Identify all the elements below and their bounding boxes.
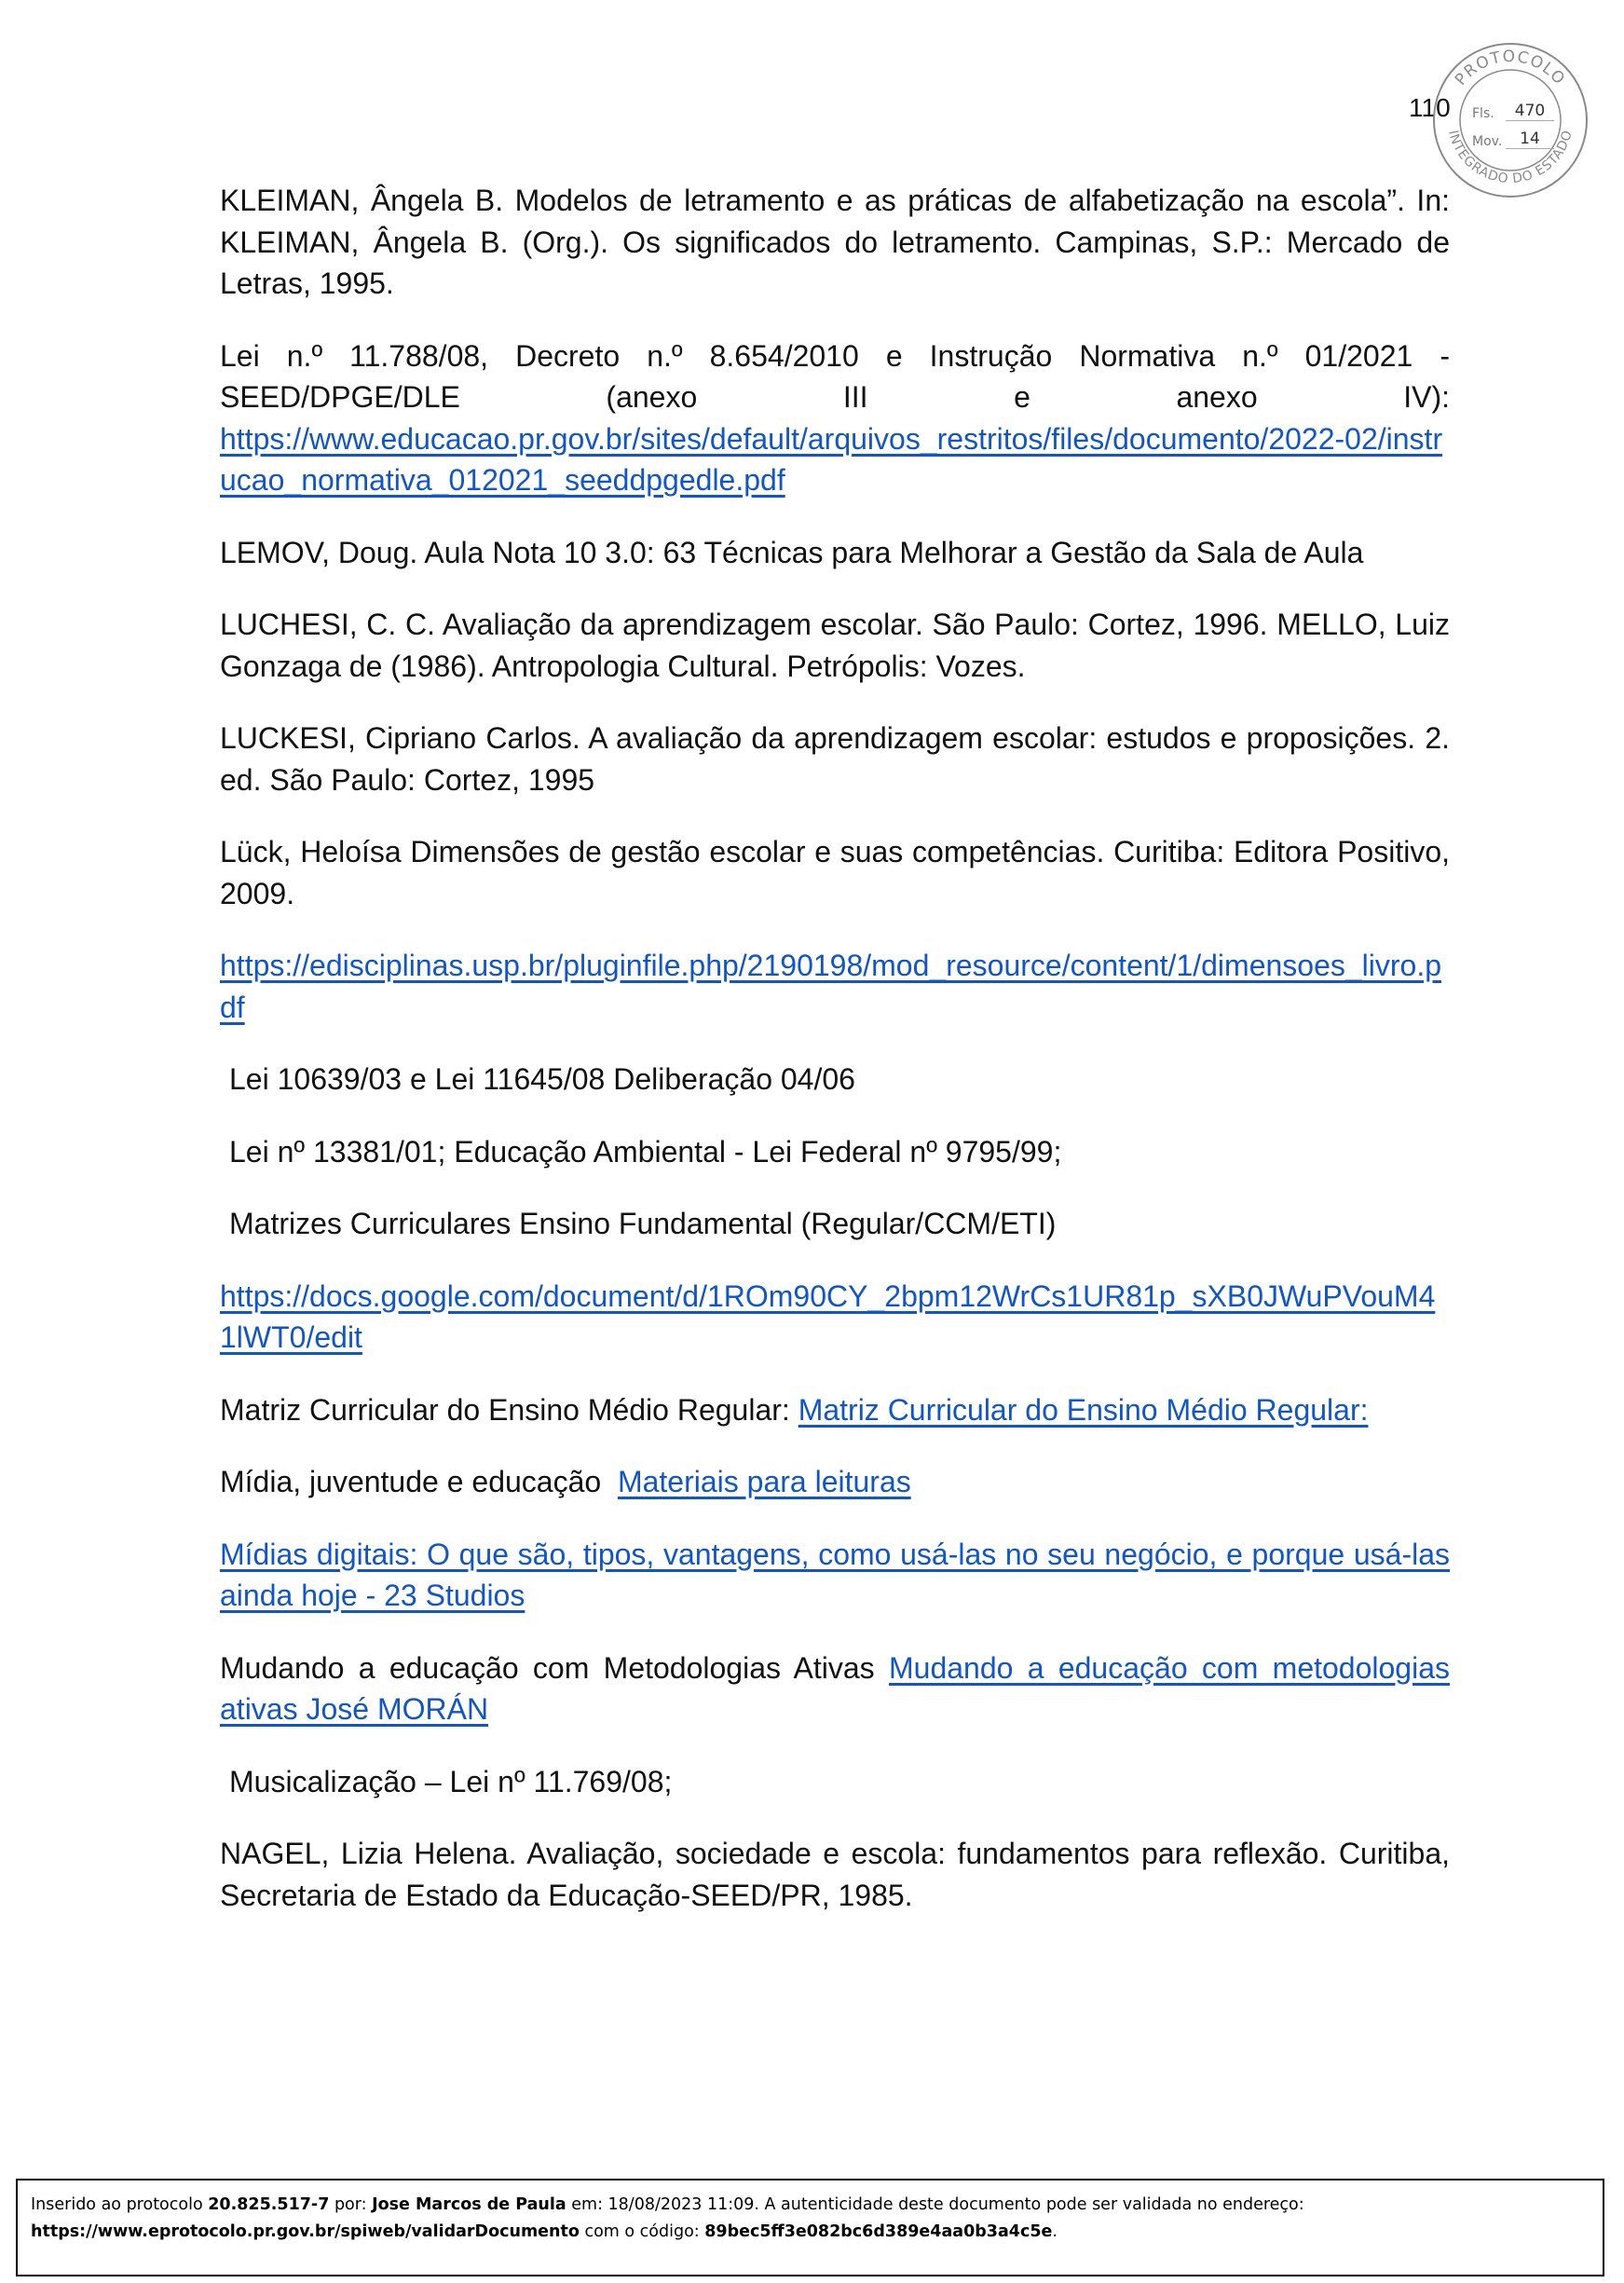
ref-matrizes-url-paragraph [220,1276,1450,1359]
ref-lemov: LEMOV, Doug. Aula Nota 10 3.0: 63 Técnicas para Melhorar a Gestão da Sala de Aula [220,535,1364,569]
ref-lei-11788 [220,335,1450,501]
ref-matriz-medio-link[interactable]: Matriz Curricular do Ensino Médio Regular: [798,1392,1369,1427]
stamp-mov-value: 14 [1506,130,1554,149]
ref-luck-link[interactable]: https://edisciplinas.usp.br/pluginfile.php/2190198/mod_resource/content/1/dimensoes_livro.pdf [220,949,1442,1024]
ref-luchesi: LUCHESI, C. C. Avaliação da aprendizagem escolar. São Paulo: Cortez, 1996. MELLO, Luiz Gonzaga de (1986). Antropologia Cultural. Petrópolis: Vozes. [220,608,1450,683]
ref-mudando-link[interactable]: Mudando a educação com metodologias ativas José MORÁN [220,1650,1451,1726]
footer-code: 89bec5ff3e082bc6d389e4aa0b3a4c5e [704,2222,1053,2241]
stamp-fields [1472,93,1554,149]
ref-luck-url-paragraph [220,945,1450,1028]
ref-midias-digitais-link[interactable]: Mídias digitais: O que são, tipos, vantagens, como usá-las no seu negócio, e porque usá-las ainda hoje - 23 Studios [220,1537,1450,1612]
ref-midia-link[interactable]: Materiais para leituras [617,1465,911,1498]
protocol-footer [16,2179,1604,2276]
ref-midia [220,1461,1450,1503]
ref-matriz-medio [220,1389,1450,1431]
stamp-ring-top: PROTOCOLO [1451,47,1569,89]
ref-lei-11788-link[interactable]: https://www.educacao.pr.gov.br/sites/default/arquivos_restritos/files/documento/2022-02/instrucao_normativa_012021_seeddpgedle.pdf [220,421,1443,497]
footer-line-1 [31,2192,1590,2219]
ref-kleiman: KLEIMAN, Ângela B. Modelos de letramento e as práticas de alfabetização na escola”. In: KLEIMAN, Ângela B. (Org.). Os significados do letramento. Campinas, S.P.: Mercado de Letras, 1995. [220,184,1450,300]
footer-por: por: [329,2195,373,2214]
ref-lei-10639: Lei 10639/03 e Lei 11645/08 Deliberação 04/06 [229,1062,855,1096]
ref-mudando [220,1647,1450,1730]
footer-codigo-text: com o código: [579,2222,705,2241]
ref-lei-11788-line1: Lei n.º 11.788/08, Decreto n.º 8.654/2010 e Instrução Normativa n.º 01/2021 - [220,338,1450,373]
ref-matrizes-link[interactable]: https://docs.google.com/document/d/1ROm90CY_2bpm12WrCs1UR81p_sXB0JWuPVouM41lWT0/edit [220,1278,1436,1354]
ref-musicalizacao: Musicalização – Lei nº 11.769/08; [229,1764,673,1798]
footer-author: Jose Marcos de Paula [372,2195,566,2214]
footer-prefix: Inserido ao protocolo [31,2195,209,2214]
svg-text:PROTOCOLO [1452,48,1569,89]
footer-line-2 [31,2219,1590,2246]
ref-midia-text: Mídia, juventude e educação [220,1465,618,1498]
ref-nagel: NAGEL, Lizia Helena. Avaliação, sociedade e escola: fundamentos para reflexão. Curitiba, Secretaria de Estado da Educação-SEED/PR, 1985. [220,1837,1450,1912]
ref-matrizes: Matrizes Curriculares Ensino Fundamental (Regular/CCM/ETI) [229,1207,1057,1240]
ref-matriz-medio-text: Matriz Curricular do Ensino Médio Regular: [220,1392,798,1427]
footer-em: em: 18/08/2023 11:09. A autenticidade deste documento pode ser validada no endereço: [566,2195,1304,2214]
stamp-fls-value: 470 [1506,102,1554,121]
stamp-fls-row [1472,93,1554,121]
footer-period: . [1052,2222,1058,2241]
footer-protocol-number: 20.825.517-7 [208,2195,330,2214]
footer-validation-url[interactable]: https://www.eprotocolo.pr.gov.br/spiweb/validarDocumento [31,2222,580,2241]
ref-lei-13381: Lei nº 13381/01; Educação Ambiental - Lei Federal nº 9795/99; [229,1134,1062,1169]
reference-list [220,180,1450,1947]
ref-midias-digitais [220,1534,1450,1617]
ref-luck: Lück, Heloísa Dimensões de gestão escolar e suas competências. Curitiba: Editora Positivo, 2009. [220,835,1450,910]
stamp-mov-row [1472,121,1554,149]
stamp-ring-bottom: INTEGRADO DO ESTADO [1445,128,1576,187]
page-number: 110 [1409,93,1451,122]
ref-mudando-text: Mudando a educação com Metodologias Ativas [220,1650,889,1685]
ref-lei-11788-line2: SEED/DPGE/DLE (anexo III e anexo IV): [220,380,1450,414]
stamp-mov-label: Mov. [1472,134,1503,149]
stamp-fls-label: Fls. [1472,106,1494,121]
ref-luckesi: LUCKESI, Cipriano Carlos. A avaliação da aprendizagem escolar: estudos e proposições. 2. ed. São Paulo: Cortez, 1995 [220,721,1450,797]
